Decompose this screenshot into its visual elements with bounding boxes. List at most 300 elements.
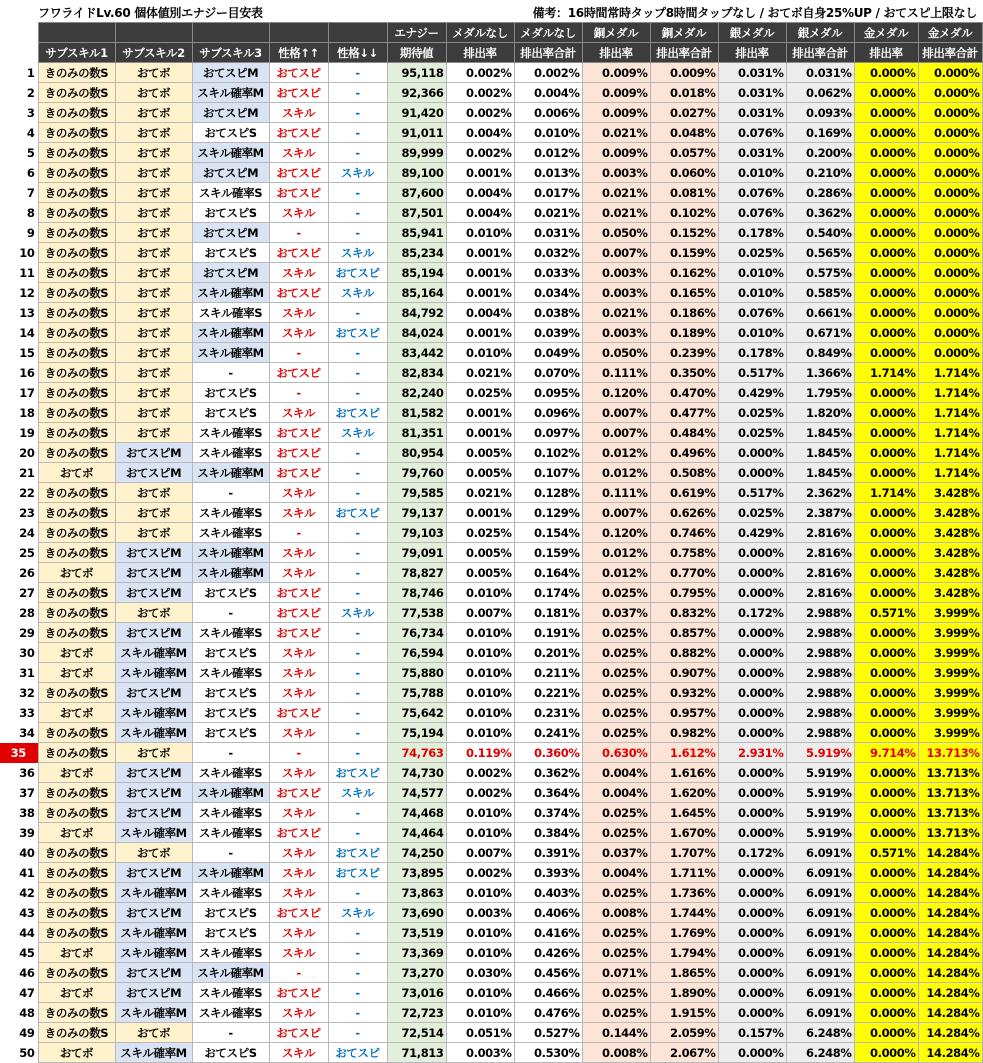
table-cell: 0.000% bbox=[854, 143, 918, 163]
table-cell: 0.000% bbox=[854, 1023, 918, 1043]
column-header: サブスキル2 bbox=[115, 43, 192, 63]
table-cell: きのみの数S bbox=[38, 963, 115, 983]
table-cell: スキル bbox=[328, 283, 387, 303]
table-cell: 0.049% bbox=[514, 343, 582, 363]
table-row bbox=[0, 523, 982, 543]
table-cell: スキル確率M bbox=[192, 83, 269, 103]
sheet-note: 備考：16時間常時タップ8時間タップなし / おてボ自身25%UP / おてスピ上限なし bbox=[532, 6, 977, 20]
table-cell: きのみの数S bbox=[38, 483, 115, 503]
column-header-top: 金メダル bbox=[918, 23, 982, 43]
table-cell: 0.000% bbox=[718, 863, 786, 883]
table-cell: 0.832% bbox=[650, 603, 718, 623]
table-row bbox=[0, 843, 982, 863]
table-cell: スキル確率M bbox=[192, 343, 269, 363]
table-cell: 75,880 bbox=[387, 663, 446, 683]
table-cell: 0.152% bbox=[650, 223, 718, 243]
table-cell: 84,792 bbox=[387, 303, 446, 323]
table-cell: 2.067% bbox=[650, 1043, 718, 1063]
table-cell: 0.000% bbox=[718, 803, 786, 823]
table-cell: 0.210% bbox=[786, 163, 854, 183]
table-cell: 0.362% bbox=[786, 203, 854, 223]
table-cell: おてボ bbox=[115, 203, 192, 223]
table-cell: 0.060% bbox=[650, 163, 718, 183]
table-cell: スキル確率S bbox=[192, 803, 269, 823]
table-cell: 6.091% bbox=[786, 843, 854, 863]
table-cell: 82,240 bbox=[387, 383, 446, 403]
table-cell: 0.393% bbox=[514, 863, 582, 883]
table-cell: 0.186% bbox=[650, 303, 718, 323]
row-number: 36 bbox=[0, 763, 38, 783]
table-cell: 0.000% bbox=[854, 1003, 918, 1023]
table-cell: きのみの数S bbox=[38, 803, 115, 823]
table-cell: おてスピS bbox=[192, 123, 269, 143]
table-cell: 0.010% bbox=[446, 723, 514, 743]
table-cell: 0.050% bbox=[582, 223, 650, 243]
table-cell: 0.025% bbox=[582, 823, 650, 843]
table-cell: 0.010% bbox=[514, 123, 582, 143]
table-cell: 0.093% bbox=[786, 103, 854, 123]
table-cell: 0.000% bbox=[918, 283, 982, 303]
table-row bbox=[0, 283, 982, 303]
table-cell: 0.000% bbox=[854, 303, 918, 323]
table-cell: おてスピM bbox=[192, 263, 269, 283]
table-cell: 0.007% bbox=[582, 403, 650, 423]
table-cell: 14.284% bbox=[918, 863, 982, 883]
table-cell: おてボ bbox=[115, 163, 192, 183]
table-cell: - bbox=[328, 203, 387, 223]
table-cell: - bbox=[328, 143, 387, 163]
table-cell: 0.476% bbox=[514, 1003, 582, 1023]
row-number: 24 bbox=[0, 523, 38, 543]
table-cell: 0.025% bbox=[582, 723, 650, 743]
table-cell: 0.585% bbox=[786, 283, 854, 303]
table-cell: 0.456% bbox=[514, 963, 582, 983]
table-cell: きのみの数S bbox=[38, 683, 115, 703]
table-cell: 74,468 bbox=[387, 803, 446, 823]
table-cell: 0.030% bbox=[446, 963, 514, 983]
table-cell: 95,118 bbox=[387, 63, 446, 83]
table-cell: 0.000% bbox=[918, 63, 982, 83]
table-cell: - bbox=[328, 523, 387, 543]
table-cell: スキル確率M bbox=[192, 283, 269, 303]
table-row bbox=[0, 203, 982, 223]
table-cell: 0.010% bbox=[718, 263, 786, 283]
table-cell: 0.119% bbox=[446, 743, 514, 763]
table-cell: 0.000% bbox=[854, 723, 918, 743]
table-cell: - bbox=[328, 823, 387, 843]
table-cell: きのみの数S bbox=[38, 363, 115, 383]
table-cell: おてボ bbox=[38, 463, 115, 483]
table-cell: 0.050% bbox=[582, 343, 650, 363]
table-cell: 0.111% bbox=[582, 483, 650, 503]
table-cell: 0.010% bbox=[446, 223, 514, 243]
table-cell: 78,746 bbox=[387, 583, 446, 603]
table-cell: スキル確率S bbox=[192, 503, 269, 523]
table-cell: スキル確率S bbox=[192, 823, 269, 843]
table-cell: 2.387% bbox=[786, 503, 854, 523]
table-cell: スキル bbox=[269, 863, 328, 883]
table-cell: 0.000% bbox=[854, 563, 918, 583]
table-cell: 0.174% bbox=[514, 583, 582, 603]
table-cell: 0.025% bbox=[446, 383, 514, 403]
table-cell: 0.037% bbox=[582, 843, 650, 863]
table-cell: 0.508% bbox=[650, 463, 718, 483]
table-cell: 0.000% bbox=[718, 543, 786, 563]
table-cell: おてスピ bbox=[328, 403, 387, 423]
table-cell: スキル bbox=[269, 203, 328, 223]
table-cell: きのみの数S bbox=[38, 503, 115, 523]
table-cell: 0.003% bbox=[582, 163, 650, 183]
table-cell: 1.795% bbox=[786, 383, 854, 403]
table-cell: スキル bbox=[328, 243, 387, 263]
table-cell: 78,827 bbox=[387, 563, 446, 583]
table-cell: 0.003% bbox=[582, 263, 650, 283]
table-cell: おてスピS bbox=[192, 923, 269, 943]
table-cell: 1.714% bbox=[854, 483, 918, 503]
table-cell: 0.470% bbox=[650, 383, 718, 403]
table-cell: 0.000% bbox=[718, 563, 786, 583]
table-cell: きのみの数S bbox=[38, 423, 115, 443]
table-cell: 0.017% bbox=[514, 183, 582, 203]
table-cell: - bbox=[192, 843, 269, 863]
table-cell: おてボ bbox=[38, 643, 115, 663]
table-cell: 74,577 bbox=[387, 783, 446, 803]
column-header-top: メダルなし bbox=[446, 23, 514, 43]
table-cell: スキル確率M bbox=[192, 323, 269, 343]
table-row bbox=[0, 1003, 982, 1023]
table-row bbox=[0, 303, 982, 323]
table-row bbox=[0, 183, 982, 203]
table-cell: 0.000% bbox=[854, 543, 918, 563]
table-cell: きのみの数S bbox=[38, 103, 115, 123]
table-cell: 1.744% bbox=[650, 903, 718, 923]
table-cell: - bbox=[328, 83, 387, 103]
table-cell: 82,834 bbox=[387, 363, 446, 383]
table-cell: 0.286% bbox=[786, 183, 854, 203]
table-cell: おてボ bbox=[115, 263, 192, 283]
table-row bbox=[0, 463, 982, 483]
table-cell: 0.051% bbox=[446, 1023, 514, 1043]
table-cell: 2.931% bbox=[718, 743, 786, 763]
table-cell: 0.426% bbox=[514, 943, 582, 963]
column-header: 性格↑↑ bbox=[269, 43, 328, 63]
table-row bbox=[0, 763, 982, 783]
row-number: 34 bbox=[0, 723, 38, 743]
table-cell: 0.000% bbox=[718, 623, 786, 643]
table-cell: 0.001% bbox=[446, 423, 514, 443]
table-cell: 0.362% bbox=[514, 763, 582, 783]
table-cell: 0.031% bbox=[786, 63, 854, 83]
table-cell: おてスピS bbox=[192, 403, 269, 423]
table-cell: おてボ bbox=[115, 1023, 192, 1043]
table-cell: 1.714% bbox=[918, 443, 982, 463]
table-cell: 3.428% bbox=[918, 523, 982, 543]
table-cell: おてスピ bbox=[269, 423, 328, 443]
table-cell: スキル確率M bbox=[115, 643, 192, 663]
table-cell: 0.010% bbox=[446, 983, 514, 1003]
column-header: 排出率 bbox=[446, 43, 514, 63]
column-header-top bbox=[192, 23, 269, 43]
table-cell: おてスピ bbox=[269, 83, 328, 103]
table-cell: 0.007% bbox=[582, 243, 650, 263]
table-cell: 0.096% bbox=[514, 403, 582, 423]
table-cell: 0.038% bbox=[514, 303, 582, 323]
table-row bbox=[0, 383, 982, 403]
table-cell: スキル bbox=[269, 503, 328, 523]
row-number: 46 bbox=[0, 963, 38, 983]
table-cell: - bbox=[328, 963, 387, 983]
table-cell: 1.714% bbox=[854, 363, 918, 383]
table-cell: 0.907% bbox=[650, 663, 718, 683]
table-cell: 0.025% bbox=[582, 663, 650, 683]
table-cell: 0.004% bbox=[514, 83, 582, 103]
table-cell: 3.999% bbox=[918, 663, 982, 683]
table-cell: おてスピ bbox=[269, 183, 328, 203]
table-cell: 89,999 bbox=[387, 143, 446, 163]
column-header-top: メダルなし bbox=[514, 23, 582, 43]
table-cell: - bbox=[328, 803, 387, 823]
table-cell: 0.076% bbox=[718, 123, 786, 143]
table-cell: 0.000% bbox=[854, 703, 918, 723]
table-cell: 0.025% bbox=[582, 803, 650, 823]
table-cell: 0.006% bbox=[514, 103, 582, 123]
table-row bbox=[0, 163, 982, 183]
table-cell: 0.076% bbox=[718, 183, 786, 203]
row-number: 17 bbox=[0, 383, 38, 403]
table-cell: 0.000% bbox=[918, 343, 982, 363]
table-cell: 0.571% bbox=[854, 843, 918, 863]
row-number: 32 bbox=[0, 683, 38, 703]
row-number: 27 bbox=[0, 583, 38, 603]
table-cell: 0.001% bbox=[446, 323, 514, 343]
table-cell: 0.021% bbox=[582, 303, 650, 323]
table-cell: おてボ bbox=[115, 283, 192, 303]
table-cell: 1.714% bbox=[918, 403, 982, 423]
table-cell: 0.000% bbox=[718, 443, 786, 463]
row-number: 10 bbox=[0, 243, 38, 263]
table-cell: 6.091% bbox=[786, 903, 854, 923]
table-cell: - bbox=[192, 363, 269, 383]
table-cell: 0.010% bbox=[446, 923, 514, 943]
table-cell: おてスピ bbox=[269, 283, 328, 303]
table-cell: 0.360% bbox=[514, 743, 582, 763]
table-cell: 14.284% bbox=[918, 843, 982, 863]
table-cell: 2.816% bbox=[786, 583, 854, 603]
table-cell: おてスピ bbox=[328, 323, 387, 343]
column-header-top: 銅メダル bbox=[582, 23, 650, 43]
table-cell: 0.000% bbox=[854, 623, 918, 643]
table-cell: おてスピM bbox=[115, 583, 192, 603]
table-cell: - bbox=[269, 343, 328, 363]
table-cell: 73,519 bbox=[387, 923, 446, 943]
table-cell: 1.845% bbox=[786, 463, 854, 483]
table-cell: スキル確率M bbox=[115, 663, 192, 683]
table-cell: おてスピS bbox=[192, 583, 269, 603]
table-row bbox=[0, 83, 982, 103]
table-cell: スキル確率M bbox=[115, 723, 192, 743]
table-row bbox=[0, 223, 982, 243]
table-cell: きのみの数S bbox=[38, 723, 115, 743]
table-cell: 0.000% bbox=[854, 1043, 918, 1063]
table-cell: おてスピM bbox=[115, 443, 192, 463]
table-cell: おてスピM bbox=[115, 623, 192, 643]
row-number: 45 bbox=[0, 943, 38, 963]
table-cell: 0.429% bbox=[718, 523, 786, 543]
table-cell: スキル bbox=[269, 943, 328, 963]
table-cell: おてスピ bbox=[269, 603, 328, 623]
table-cell: 91,420 bbox=[387, 103, 446, 123]
table-cell: おてスピM bbox=[115, 543, 192, 563]
table-cell: 79,137 bbox=[387, 503, 446, 523]
table-cell: 0.010% bbox=[446, 343, 514, 363]
table-cell: - bbox=[328, 943, 387, 963]
row-number: 33 bbox=[0, 703, 38, 723]
table-cell: スキル確率S bbox=[192, 663, 269, 683]
table-cell: スキル確率M bbox=[192, 463, 269, 483]
row-number: 42 bbox=[0, 883, 38, 903]
table-cell: 0.000% bbox=[918, 203, 982, 223]
table-row bbox=[0, 243, 982, 263]
table-cell: 85,194 bbox=[387, 263, 446, 283]
table-cell: 0.758% bbox=[650, 543, 718, 563]
table-cell: 0.000% bbox=[718, 963, 786, 983]
table-cell: 1.366% bbox=[786, 363, 854, 383]
row-number: 38 bbox=[0, 803, 38, 823]
table-cell: 0.795% bbox=[650, 583, 718, 603]
table-row bbox=[0, 103, 982, 123]
table-cell: 0.012% bbox=[582, 543, 650, 563]
table-cell: 0.477% bbox=[650, 403, 718, 423]
table-cell: 0.003% bbox=[582, 283, 650, 303]
table-cell: 0.191% bbox=[514, 623, 582, 643]
table-cell: おてスピ bbox=[269, 623, 328, 643]
table-cell: スキル確率M bbox=[192, 143, 269, 163]
table-row bbox=[0, 623, 982, 643]
table-row bbox=[0, 903, 982, 923]
table-cell: 1.714% bbox=[918, 363, 982, 383]
table-cell: 0.000% bbox=[718, 683, 786, 703]
table-cell: 91,011 bbox=[387, 123, 446, 143]
table-row bbox=[0, 63, 982, 83]
table-cell: スキル確率M bbox=[192, 963, 269, 983]
table-cell: きのみの数S bbox=[38, 83, 115, 103]
table-cell: 0.001% bbox=[446, 403, 514, 423]
row-number: 19 bbox=[0, 423, 38, 443]
table-cell: 3.428% bbox=[918, 583, 982, 603]
table-cell: 2.988% bbox=[786, 663, 854, 683]
table-cell: 0.003% bbox=[446, 1043, 514, 1063]
table-cell: きのみの数S bbox=[38, 883, 115, 903]
table-cell: 0.021% bbox=[514, 203, 582, 223]
table-cell: 0.010% bbox=[718, 283, 786, 303]
table-cell: 0.416% bbox=[514, 923, 582, 943]
table-cell: スキル bbox=[269, 643, 328, 663]
table-cell: 0.010% bbox=[446, 623, 514, 643]
table-cell: 2.816% bbox=[786, 543, 854, 563]
table-cell: 0.000% bbox=[718, 723, 786, 743]
table-cell: スキル確率M bbox=[192, 863, 269, 883]
table-cell: - bbox=[328, 1003, 387, 1023]
table-cell: おてボ bbox=[115, 303, 192, 323]
table-cell: 0.000% bbox=[854, 183, 918, 203]
table-cell: 0.001% bbox=[446, 263, 514, 283]
table-row bbox=[0, 323, 982, 343]
table-cell: スキル bbox=[269, 563, 328, 583]
table-cell: スキル bbox=[328, 783, 387, 803]
table-cell: 0.003% bbox=[582, 323, 650, 343]
table-cell: 3.428% bbox=[918, 543, 982, 563]
table-cell: 0.159% bbox=[514, 543, 582, 563]
table-cell: 0.626% bbox=[650, 503, 718, 523]
table-cell: 0.010% bbox=[446, 643, 514, 663]
table-cell: 0.010% bbox=[446, 703, 514, 723]
table-row bbox=[0, 1023, 982, 1043]
table-row bbox=[0, 723, 982, 743]
table-cell: 0.000% bbox=[854, 663, 918, 683]
table-cell: 0.221% bbox=[514, 683, 582, 703]
row-number: 31 bbox=[0, 663, 38, 683]
table-cell: 0.025% bbox=[718, 503, 786, 523]
table-cell: 0.025% bbox=[718, 423, 786, 443]
table-cell: 0.010% bbox=[718, 323, 786, 343]
table-cell: 0.008% bbox=[582, 903, 650, 923]
table-cell: 0.095% bbox=[514, 383, 582, 403]
table-cell: おてスピ bbox=[269, 243, 328, 263]
table-cell: スキル bbox=[269, 403, 328, 423]
table-cell: スキル bbox=[269, 323, 328, 343]
row-number: 23 bbox=[0, 503, 38, 523]
table-cell: おてスピM bbox=[115, 803, 192, 823]
table-cell: 2.988% bbox=[786, 623, 854, 643]
table-cell: おてボ bbox=[38, 763, 115, 783]
table-cell: 13.713% bbox=[918, 743, 982, 763]
table-cell: 0.010% bbox=[446, 883, 514, 903]
table-row bbox=[0, 643, 982, 663]
row-number: 15 bbox=[0, 343, 38, 363]
table-cell: 6.091% bbox=[786, 883, 854, 903]
table-cell: 0.571% bbox=[854, 603, 918, 623]
table-cell: 0.021% bbox=[446, 363, 514, 383]
column-header-top: 銅メダル bbox=[650, 23, 718, 43]
table-cell: 0.000% bbox=[854, 763, 918, 783]
table-cell: 0.004% bbox=[446, 303, 514, 323]
table-cell: おてスピ bbox=[269, 783, 328, 803]
table-row bbox=[0, 883, 982, 903]
table-cell: おてボ bbox=[38, 983, 115, 1003]
table-cell: 0.231% bbox=[514, 703, 582, 723]
table-cell: 73,016 bbox=[387, 983, 446, 1003]
table-cell: 0.000% bbox=[854, 423, 918, 443]
table-cell: 0.012% bbox=[582, 463, 650, 483]
table-cell: 0.025% bbox=[582, 983, 650, 1003]
table-cell: おてスピ bbox=[328, 503, 387, 523]
column-header: 排出率合計 bbox=[650, 43, 718, 63]
table-row bbox=[0, 483, 982, 503]
table-cell: 0.013% bbox=[514, 163, 582, 183]
table-cell: 0.005% bbox=[446, 443, 514, 463]
table-cell: 0.005% bbox=[446, 543, 514, 563]
table-cell: きのみの数S bbox=[38, 743, 115, 763]
table-cell: 0.000% bbox=[854, 923, 918, 943]
table-cell: 0.009% bbox=[650, 63, 718, 83]
table-cell: 1.670% bbox=[650, 823, 718, 843]
table-cell: おてスピ bbox=[269, 583, 328, 603]
table-cell: 1.714% bbox=[918, 463, 982, 483]
table-cell: 6.091% bbox=[786, 983, 854, 1003]
row-number: 29 bbox=[0, 623, 38, 643]
table-cell: 0.403% bbox=[514, 883, 582, 903]
table-cell: 0.000% bbox=[854, 443, 918, 463]
